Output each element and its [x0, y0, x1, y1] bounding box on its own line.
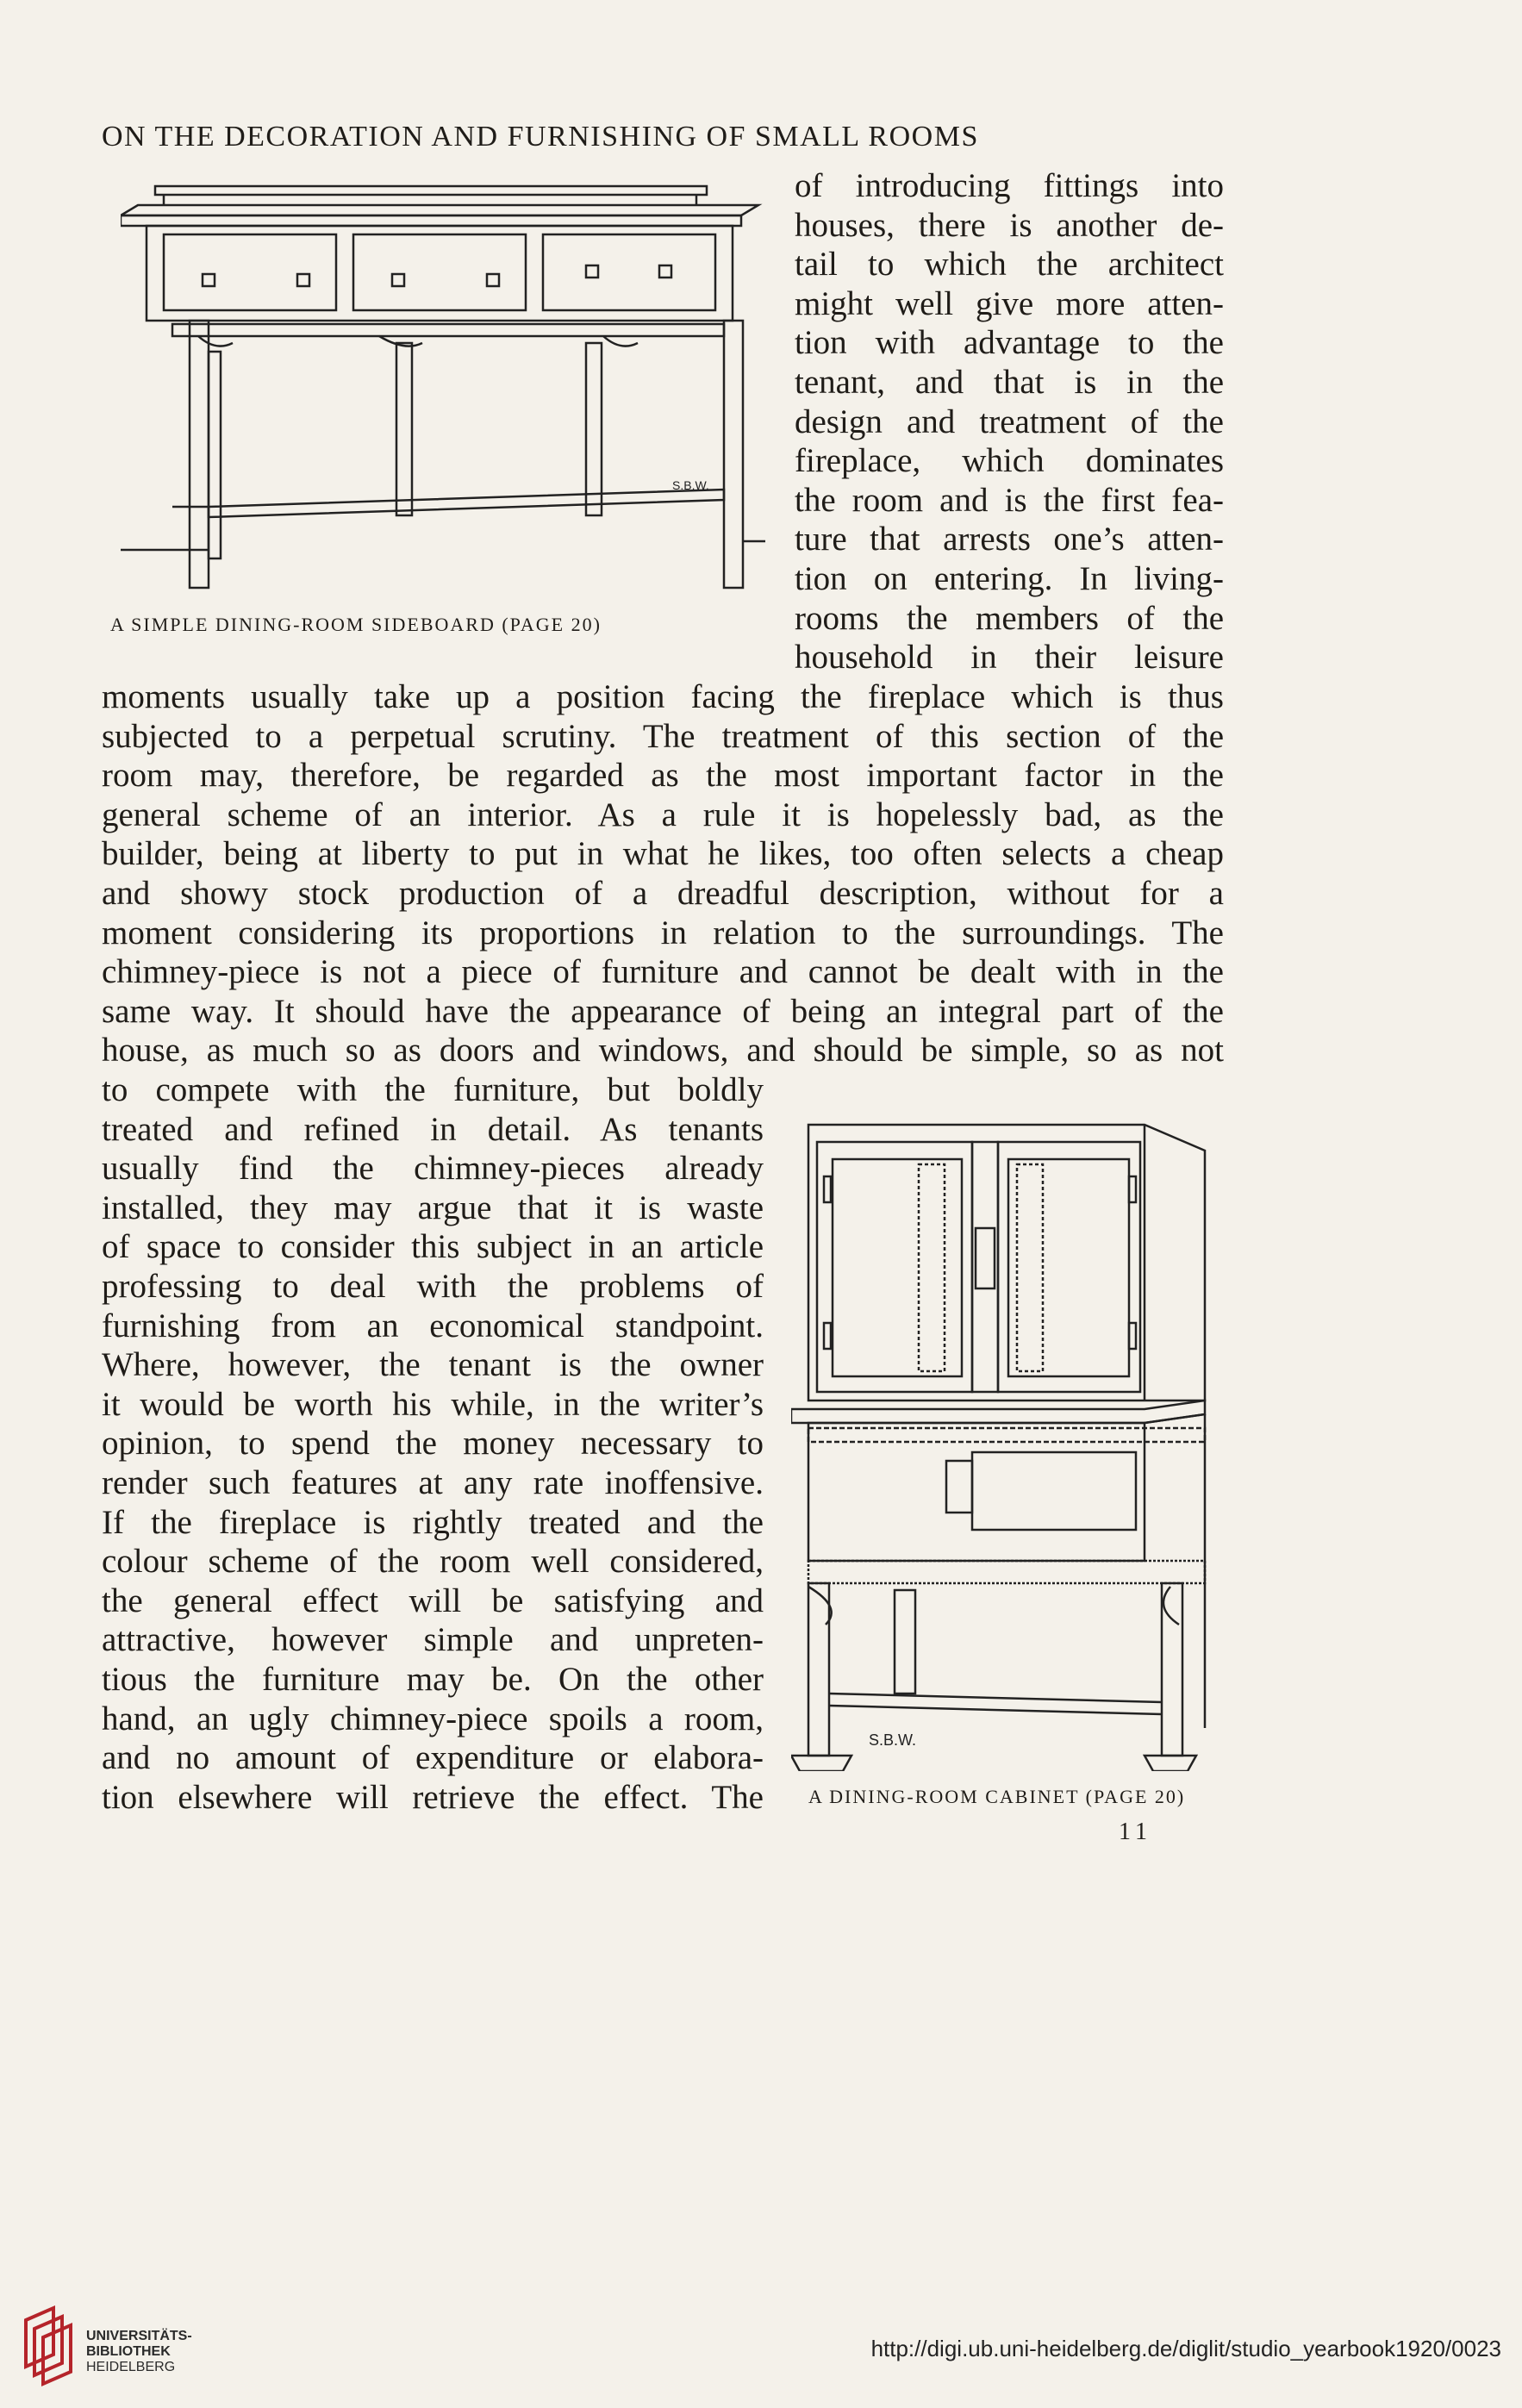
text-line: same way. It should have the appearance of being an integral part of the [102, 992, 1224, 1030]
text-line: and showy stock production of a dreadful description, without for a [102, 874, 1224, 912]
text-line: house, as much so as doors and windows, and should be simple, so as not [102, 1032, 1224, 1070]
text-line: tion with advantage to the [795, 324, 1224, 362]
cabinet-caption: A DINING-ROOM CABINET (PAGE 20) [808, 1786, 1186, 1807]
text-line: hand, an ugly chimney-piece spoils a room, [102, 1700, 764, 1737]
text-line: professing to deal with the problems of [102, 1267, 764, 1305]
sideboard-signature: S.B.W. [672, 478, 709, 492]
library-line-1: UNIVERSITÄTS- [86, 2329, 192, 2343]
text-line: to compete with the furniture, but boldly [102, 1071, 764, 1108]
text-line: tion on entering. In living- [795, 559, 1224, 597]
library-logo-icon [19, 2303, 74, 2389]
source-url-link[interactable]: http://digi.ub.uni-heidelberg.de/diglit/studio_yearbook1920/0023 [870, 2336, 1501, 2361]
text-line: render such features at any rate inoffensive. [102, 1463, 764, 1501]
text-line: general scheme of an interior. As a rule it is hopelessly bad, as the [102, 795, 1224, 833]
text-line: design and treatment of the [795, 402, 1224, 440]
cabinet-illustration [791, 1107, 1222, 1771]
library-line-3: HEIDELBERG [86, 2360, 176, 2374]
text-line: the room and is the first fea- [795, 481, 1224, 519]
text-line: builder, being at liberty to put in what he likes, too often selects a cheap [102, 835, 1224, 873]
text-line: moment considering its proportions in relation to the surroundings. The [102, 914, 1224, 951]
text-line: of space to consider this subject in an article [102, 1228, 764, 1266]
text-line: ture that arrests one’s atten- [795, 521, 1224, 558]
text-line: it would be worth his while, in the writer’s [102, 1385, 764, 1423]
text-line: and no amount of expenditure or elabora- [102, 1739, 764, 1777]
sideboard-illustration [121, 179, 765, 600]
text-line: If the fireplace is rightly treated and the [102, 1503, 764, 1541]
text-line: the general effect will be satisfying and [102, 1581, 764, 1619]
text-line: might well give more atten- [795, 284, 1224, 322]
text-line: treated and refined in detail. As tenants [102, 1110, 764, 1148]
text-line: tail to which the architect [795, 246, 1224, 284]
text-line: opinion, to spend the money necessary to [102, 1425, 764, 1463]
page-number: 11 [1119, 1818, 1152, 1845]
text-line: of introducing fittings into [795, 167, 1224, 204]
text-line: household in their leisure [795, 639, 1224, 677]
text-line: fireplace, which dominates [795, 442, 1224, 480]
text-line: tion elsewhere will retrieve the effect. The [102, 1778, 764, 1816]
text-line: tenant, and that is in the [795, 363, 1224, 401]
text-line: rooms the members of the [795, 599, 1224, 637]
text-line: moments usually take up a position facing the fireplace which is thus [102, 678, 1224, 715]
running-head: ON THE DECORATION AND FURNISHING OF SMALL ROOMS [102, 121, 979, 153]
text-line: tious the furniture may be. On the other [102, 1660, 764, 1698]
sideboard-caption: A SIMPLE DINING-ROOM SIDEBOARD (PAGE 20) [110, 614, 602, 635]
library-line-2: BIBLIOTHEK [86, 2344, 171, 2359]
text-line: colour scheme of the room well considered, [102, 1543, 764, 1581]
text-line: chimney-piece is not a piece of furniture and cannot be dealt with in the [102, 953, 1224, 991]
library-name [86, 2329, 192, 2375]
text-line: Where, however, the tenant is the owner [102, 1346, 764, 1384]
text-line: houses, there is another de- [795, 206, 1224, 244]
text-line: room may, therefore, be regarded as the most important factor in the [102, 757, 1224, 795]
left-column-text [102, 1070, 764, 1817]
text-line: attractive, however simple and unpreten- [102, 1621, 764, 1659]
text-line: furnishing from an economical standpoint. [102, 1307, 764, 1344]
text-line: installed, they may argue that it is waste [102, 1188, 764, 1226]
full-width-text [102, 677, 1224, 1070]
text-line: subjected to a perpetual scrutiny. The treatment of this section of the [102, 717, 1224, 755]
cabinet-signature: S.B.W. [869, 1731, 917, 1749]
text-line: usually find the chimney-pieces already [102, 1150, 764, 1188]
right-column-text [795, 166, 1224, 677]
